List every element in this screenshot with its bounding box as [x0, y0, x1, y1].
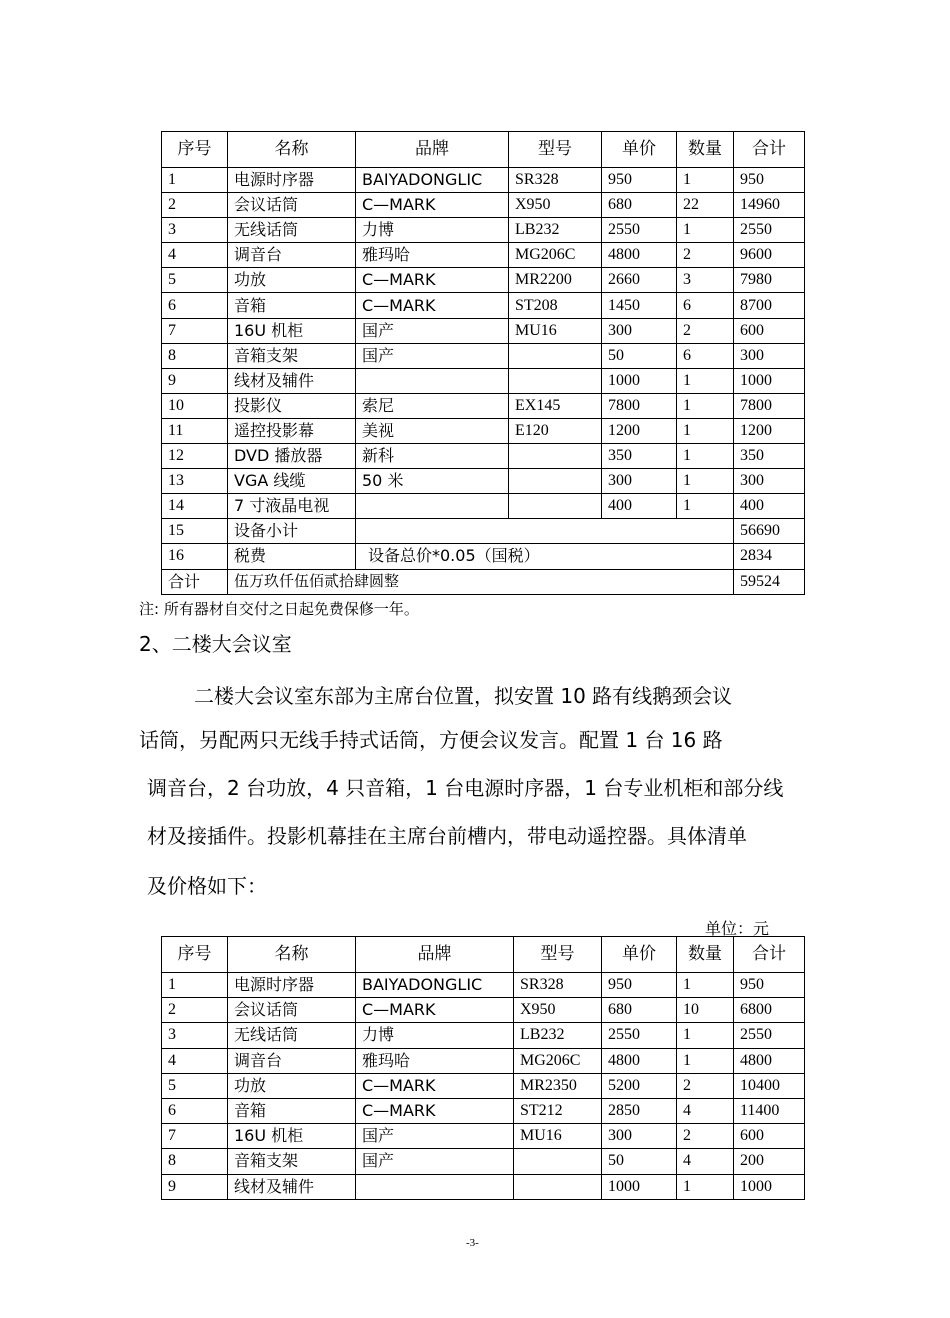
cell-no: 14	[162, 494, 228, 519]
unit-label: 单位：元	[705, 919, 770, 938]
paragraph-line: 话筒，另配两只无线手持式话筒，方便会议发言。配置 1 台 16 路	[139, 728, 723, 752]
cell-brand: 力博	[356, 1023, 514, 1048]
total-row	[162, 569, 805, 594]
cell-qty: 1	[677, 218, 734, 243]
cell-model: MR2200	[509, 268, 602, 293]
column-header: 数量	[677, 937, 734, 973]
cell-brand: 国产	[356, 1124, 514, 1149]
cell-brand: 新科	[356, 444, 509, 469]
cell-name: 音箱支架	[228, 343, 356, 368]
subtotal-value: 56690	[734, 519, 805, 544]
cell-price: 4800	[602, 243, 677, 268]
table-row	[162, 494, 805, 519]
cell-price: 1200	[602, 418, 677, 443]
cell-price: 50	[602, 343, 677, 368]
cell-total: 950	[734, 168, 805, 193]
cell-brand: C—MARK	[356, 293, 509, 318]
subtotal-row	[162, 519, 805, 544]
table-row	[162, 343, 805, 368]
cell-price: 2550	[602, 1023, 677, 1048]
cell-brand: 国产	[356, 343, 509, 368]
cell-brand: 国产	[356, 1149, 514, 1174]
cell-no: 12	[162, 444, 228, 469]
cell-brand	[356, 1174, 514, 1199]
cell-model	[509, 469, 602, 494]
cell-price: 2850	[602, 1098, 677, 1123]
cell-no: 2	[162, 193, 228, 218]
cell-no: 8	[162, 343, 228, 368]
cell-name: 投影仪	[228, 393, 356, 418]
cell-total: 14960	[734, 193, 805, 218]
cell-no: 4	[162, 1048, 228, 1073]
cell-name: DVD 播放器	[228, 444, 356, 469]
cell-name: 电源时序器	[228, 973, 356, 998]
cell-brand: C—MARK	[356, 998, 514, 1023]
cell-price: 4800	[602, 1048, 677, 1073]
cell-model	[514, 1174, 602, 1199]
cell-brand: BAIYADONGLIC	[356, 168, 509, 193]
cell-name: 音箱	[228, 293, 356, 318]
cell-qty: 6	[677, 343, 734, 368]
cell-name: 16U 机柜	[228, 318, 356, 343]
table-header-row	[162, 132, 805, 168]
cell-total: 600	[734, 318, 805, 343]
cell-brand: 美视	[356, 418, 509, 443]
cell-model: SR328	[509, 168, 602, 193]
cell-qty: 1	[677, 469, 734, 494]
cell-no: 6	[162, 293, 228, 318]
cell-name: VGA 线缆	[228, 469, 356, 494]
table-row	[162, 1149, 805, 1174]
cell-no: 9	[162, 368, 228, 393]
cell-price: 680	[602, 193, 677, 218]
cell-model: ST208	[509, 293, 602, 318]
cell-model: MG206C	[514, 1048, 602, 1073]
cell-name: 线材及辅件	[228, 1174, 356, 1199]
cell-price: 1000	[602, 368, 677, 393]
cell-total: 1000	[734, 1174, 805, 1199]
cell-qty: 1	[677, 418, 734, 443]
cell-model	[509, 368, 602, 393]
cell-price: 2550	[602, 218, 677, 243]
cell-name: 调音台	[228, 243, 356, 268]
cell-qty: 22	[677, 193, 734, 218]
cell-brand: BAIYADONGLIC	[356, 973, 514, 998]
cell-no: 3	[162, 218, 228, 243]
cell-price: 350	[602, 444, 677, 469]
table-row	[162, 168, 805, 193]
equipment-table-2	[161, 936, 805, 1200]
column-header: 合计	[734, 937, 805, 973]
cell-price: 2660	[602, 268, 677, 293]
column-header: 合计	[734, 132, 805, 168]
cell-no: 7	[162, 318, 228, 343]
table-header-row	[162, 937, 805, 973]
table-row	[162, 293, 805, 318]
subtotal-label: 设备小计	[228, 519, 356, 544]
cell-model: LB232	[514, 1023, 602, 1048]
cell-brand	[356, 368, 509, 393]
table-row	[162, 393, 805, 418]
cell-name: 16U 机柜	[228, 1124, 356, 1149]
cell-model: MG206C	[509, 243, 602, 268]
cell-total: 1000	[734, 368, 805, 393]
column-header: 单价	[602, 132, 677, 168]
cell-no: 15	[162, 519, 228, 544]
table-row	[162, 1124, 805, 1149]
cell-total: 7800	[734, 393, 805, 418]
column-header: 型号	[514, 937, 602, 973]
cell-no: 1	[162, 973, 228, 998]
tax-row	[162, 544, 805, 569]
table-row	[162, 1174, 805, 1199]
cell-model: E120	[509, 418, 602, 443]
cell-total: 300	[734, 343, 805, 368]
tax-value: 2834	[734, 544, 805, 569]
column-header: 序号	[162, 937, 228, 973]
cell-total: 4800	[734, 1048, 805, 1073]
cell-qty: 1	[677, 973, 734, 998]
cell-no: 1	[162, 168, 228, 193]
cell-model: ST212	[514, 1098, 602, 1123]
cell-brand: 50 米	[356, 469, 509, 494]
table-row	[162, 243, 805, 268]
cell-no: 3	[162, 1023, 228, 1048]
cell-model: MR2350	[514, 1073, 602, 1098]
cell-qty: 2	[677, 1073, 734, 1098]
cell-no: 11	[162, 418, 228, 443]
cell-no: 8	[162, 1149, 228, 1174]
cell-total: 600	[734, 1124, 805, 1149]
cell-total: 11400	[734, 1098, 805, 1123]
column-header: 序号	[162, 132, 228, 168]
cell-price: 950	[602, 168, 677, 193]
total-amount-words: 伍万玖仟伍佰贰拾肆圆整	[228, 569, 734, 594]
cell-name: 7 寸液晶电视	[228, 494, 356, 519]
cell-total: 2550	[734, 1023, 805, 1048]
cell-total: 10400	[734, 1073, 805, 1098]
cell-total: 1200	[734, 418, 805, 443]
table-row	[162, 469, 805, 494]
cell-brand: 雅玛哈	[356, 243, 509, 268]
cell-model	[509, 494, 602, 519]
cell-qty: 1	[677, 368, 734, 393]
cell-model: LB232	[509, 218, 602, 243]
cell-model: EX145	[509, 393, 602, 418]
cell-price: 1450	[602, 293, 677, 318]
cell-price: 5200	[602, 1073, 677, 1098]
cell-no: 7	[162, 1124, 228, 1149]
cell-brand: C—MARK	[356, 1073, 514, 1098]
cell-qty: 2	[677, 1124, 734, 1149]
column-header: 型号	[509, 132, 602, 168]
column-header: 品牌	[356, 937, 514, 973]
cell-no: 5	[162, 1073, 228, 1098]
paragraph-line: 调音台，2 台功放，4 只音箱，1 台电源时序器，1 台专业机柜和部分线	[147, 776, 784, 800]
paragraph-line: 材及接插件。投影机幕挂在主席台前槽内，带电动遥控器。具体清单	[147, 824, 747, 848]
warranty-note: 注: 所有器材自交付之日起免费保修一年。	[139, 600, 419, 618]
section-heading: 2、二楼大会议室	[139, 632, 292, 656]
cell-brand: 雅玛哈	[356, 1048, 514, 1073]
cell-name: 无线话筒	[228, 1023, 356, 1048]
cell-qty: 10	[677, 998, 734, 1023]
cell-price: 1000	[602, 1174, 677, 1199]
cell-model: X950	[509, 193, 602, 218]
cell-brand: 国产	[356, 318, 509, 343]
cell-name: 会议话筒	[228, 193, 356, 218]
cell-price: 400	[602, 494, 677, 519]
cell-total: 400	[734, 494, 805, 519]
cell-qty: 1	[677, 444, 734, 469]
cell-no: 10	[162, 393, 228, 418]
table-row	[162, 1023, 805, 1048]
cell-brand: 索尼	[356, 393, 509, 418]
cell-no: 2	[162, 998, 228, 1023]
cell-brand: C—MARK	[356, 193, 509, 218]
cell-total: 200	[734, 1149, 805, 1174]
paragraph-line: 及价格如下：	[147, 874, 267, 898]
cell-total: 9600	[734, 243, 805, 268]
cell-no: 4	[162, 243, 228, 268]
cell-no: 16	[162, 544, 228, 569]
cell-qty: 1	[677, 1023, 734, 1048]
cell-price: 7800	[602, 393, 677, 418]
cell-qty: 1	[677, 393, 734, 418]
cell-name: 会议话筒	[228, 998, 356, 1023]
tax-label: 税费	[228, 544, 356, 569]
cell-price: 680	[602, 998, 677, 1023]
total-value: 59524	[734, 569, 805, 594]
total-label: 合计	[162, 569, 228, 594]
cell-no: 9	[162, 1174, 228, 1199]
cell-brand: 力博	[356, 218, 509, 243]
cell-total: 950	[734, 973, 805, 998]
column-header: 品牌	[356, 132, 509, 168]
cell-qty: 4	[677, 1098, 734, 1123]
table-row	[162, 998, 805, 1023]
paragraph-line: 二楼大会议室东部为主席台位置，拟安置 10 路有线鹅颈会议	[194, 684, 733, 708]
cell-total: 300	[734, 469, 805, 494]
cell-model: SR328	[514, 973, 602, 998]
cell-qty: 1	[677, 1048, 734, 1073]
cell-name: 功放	[228, 268, 356, 293]
cell-no: 5	[162, 268, 228, 293]
table-row	[162, 193, 805, 218]
cell-model: X950	[514, 998, 602, 1023]
cell-qty: 1	[677, 1174, 734, 1199]
cell-name: 电源时序器	[228, 168, 356, 193]
cell-price: 50	[602, 1149, 677, 1174]
cell-total: 8700	[734, 293, 805, 318]
cell-qty: 6	[677, 293, 734, 318]
cell-qty: 3	[677, 268, 734, 293]
equipment-table-1	[161, 131, 805, 595]
table-row	[162, 418, 805, 443]
cell-name: 调音台	[228, 1048, 356, 1073]
cell-model	[509, 444, 602, 469]
tax-note: 设备总价*0.05（国税）	[356, 544, 734, 569]
cell-name: 功放	[228, 1073, 356, 1098]
table-row	[162, 1073, 805, 1098]
column-header: 名称	[228, 132, 356, 168]
cell-name: 音箱	[228, 1098, 356, 1123]
cell-name: 线材及辅件	[228, 368, 356, 393]
table-row	[162, 218, 805, 243]
subtotal-blank	[356, 519, 734, 544]
cell-qty: 2	[677, 318, 734, 343]
page-number: -3-	[466, 1237, 479, 1249]
table-row	[162, 268, 805, 293]
table-row	[162, 973, 805, 998]
cell-model: MU16	[509, 318, 602, 343]
cell-price: 300	[602, 469, 677, 494]
cell-brand: C—MARK	[356, 1098, 514, 1123]
cell-price: 300	[602, 1124, 677, 1149]
cell-no: 13	[162, 469, 228, 494]
column-header: 数量	[677, 132, 734, 168]
cell-brand	[356, 494, 509, 519]
cell-no: 6	[162, 1098, 228, 1123]
cell-price: 950	[602, 973, 677, 998]
cell-brand: C—MARK	[356, 268, 509, 293]
table-row	[162, 368, 805, 393]
cell-model	[514, 1149, 602, 1174]
column-header: 单价	[602, 937, 677, 973]
table-row	[162, 444, 805, 469]
table-row	[162, 1048, 805, 1073]
table-row	[162, 1098, 805, 1123]
column-header: 名称	[228, 937, 356, 973]
cell-qty: 4	[677, 1149, 734, 1174]
cell-qty: 2	[677, 243, 734, 268]
cell-total: 2550	[734, 218, 805, 243]
table-row	[162, 318, 805, 343]
cell-total: 7980	[734, 268, 805, 293]
cell-qty: 1	[677, 168, 734, 193]
cell-model	[509, 343, 602, 368]
cell-total: 350	[734, 444, 805, 469]
cell-qty: 1	[677, 494, 734, 519]
cell-model: MU16	[514, 1124, 602, 1149]
cell-name: 无线话筒	[228, 218, 356, 243]
cell-name: 音箱支架	[228, 1149, 356, 1174]
cell-price: 300	[602, 318, 677, 343]
cell-name: 遥控投影幕	[228, 418, 356, 443]
cell-total: 6800	[734, 998, 805, 1023]
